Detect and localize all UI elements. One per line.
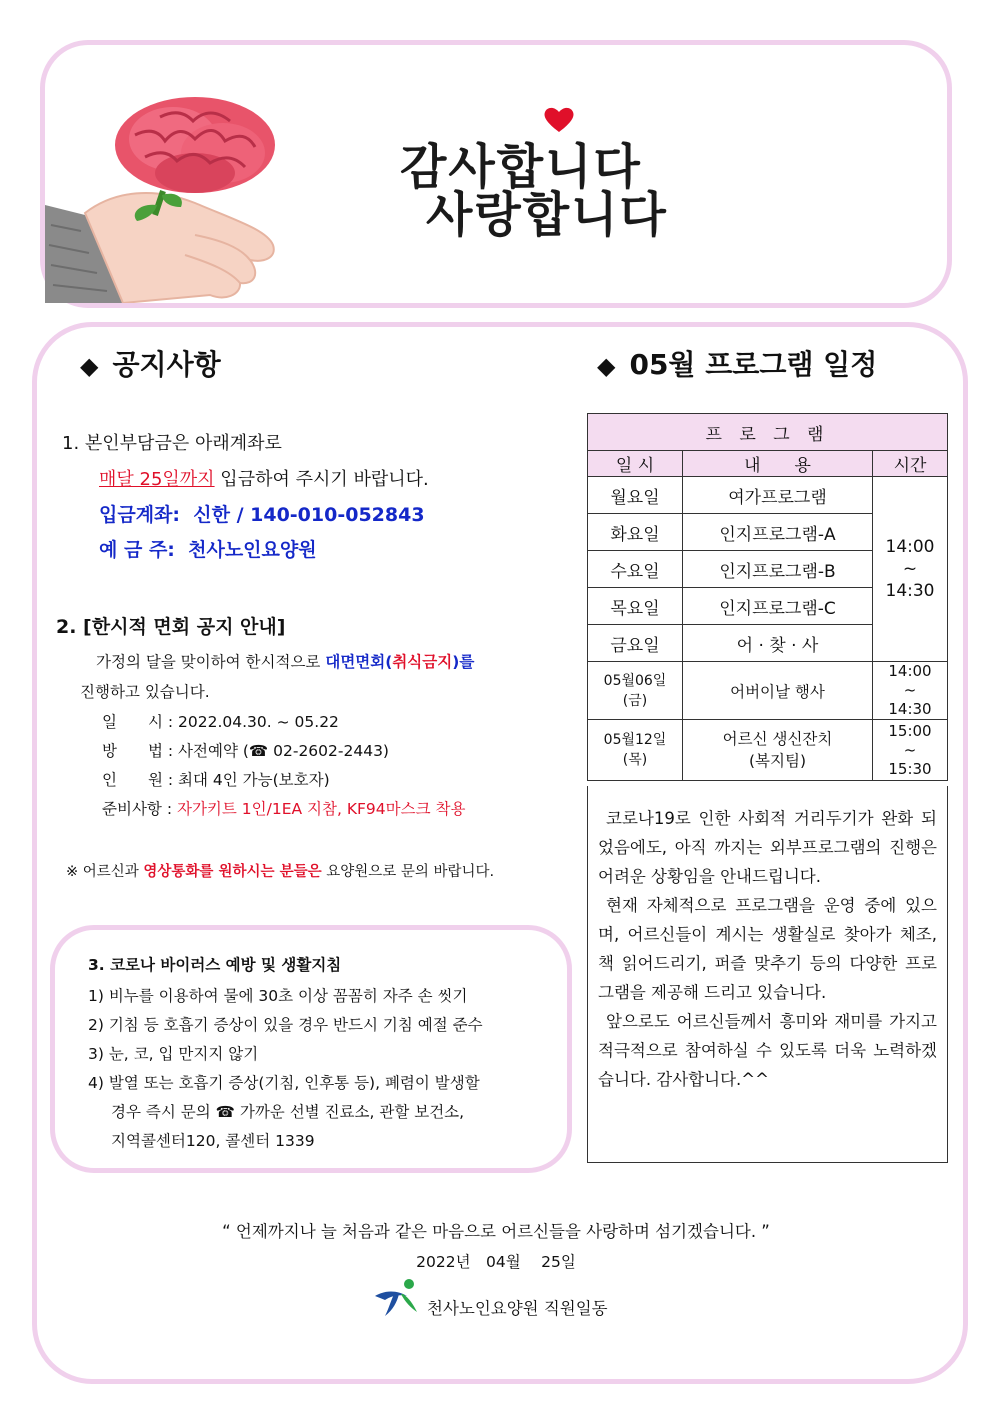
footer-date: 2022년 04월 25일 <box>416 1253 576 1271</box>
col-date: 일 시 <box>588 451 683 477</box>
visit-type: 대면면회( <box>325 653 393 671</box>
table-row <box>588 662 948 720</box>
diamond-bullet-icon: ◆ <box>80 352 99 380</box>
thanks-title: 감사합니다 <box>400 139 642 195</box>
holder-name: 천사노인요양원 <box>188 539 317 561</box>
visit-people: 인 원 : 최대 4인 가능(보호자) <box>102 771 330 789</box>
program-heading <box>597 343 877 383</box>
prep-label: 준비사항 : <box>102 800 177 818</box>
program-message-box <box>587 786 948 1163</box>
time-sep: ~ <box>902 559 918 579</box>
account-label: 입금계좌: <box>99 504 181 526</box>
event-time-cell <box>873 662 948 720</box>
message-paragraph: 앞으로도 어르신들께서 흥미와 재미를 가지고 적극적으로 참여하실 수 있도록 더욱 노력하겠습니다. 감사합니다.^^ <box>598 1012 937 1089</box>
event-date: 05월12일 <box>603 732 667 748</box>
payment-deadline: 매달 25일까지 <box>99 469 215 490</box>
day-cell: 화요일 <box>588 514 683 551</box>
event-time-cell <box>873 720 948 781</box>
content-cell: 인지프로그램-C <box>683 588 873 625</box>
payment-deadline-line <box>99 465 429 491</box>
content-cell: 어 · 찾 · 사 <box>683 625 873 662</box>
footer-quote: “ 언제까지나 늘 처음과 같은 마음으로 어르신들을 사랑하며 섬기겠습니다. ” <box>222 1222 770 1241</box>
account-number: 신한 / 140-010-052843 <box>193 504 425 526</box>
event-date-cell <box>588 720 683 781</box>
time-sep: ~ <box>903 681 917 699</box>
time-start: 15:00 <box>888 721 932 740</box>
event-weekday: (금) <box>622 692 648 709</box>
visit-desc-line1 <box>96 650 474 672</box>
visit-desc-text: 가정의 달을 맞이하여 한시적으로 <box>96 653 326 671</box>
no-eating-note: 취식금지 <box>392 653 453 671</box>
event-date: 05월06일 <box>603 672 667 689</box>
corona-rule: 지역콜센터120, 콜센터 1339 <box>111 1132 315 1150</box>
visit-notice-title: 2. [한시적 면회 공지 안내] <box>56 616 286 638</box>
table-row <box>588 477 948 514</box>
carnation-illustration <box>45 95 285 303</box>
program-schedule-table <box>587 413 948 781</box>
time-sep: ~ <box>903 740 917 759</box>
corona-rule: 3) 눈, 코, 입 만지지 않기 <box>88 1045 259 1063</box>
visit-prep <box>102 797 465 819</box>
table-title: 프 로 그 램 <box>588 414 948 451</box>
program-heading-text: 05월 프로그램 일정 <box>629 348 878 381</box>
day-cell: 수요일 <box>588 551 683 588</box>
message-paragraph: 코로나19로 인한 사회적 거리두기가 완화 되었음에도, 아직 까지는 외부프로그램의 진행은 어려운 상황임을 안내드립니다. <box>598 809 937 886</box>
visit-type-end: )를 <box>452 653 475 671</box>
event-content: 어르신 생신잔치 <box>722 730 833 748</box>
time-end: 14:30 <box>885 581 935 601</box>
corona-rule: 경우 즉시 문의 ☎ 가까운 선별 진료소, 관할 보건소, <box>111 1103 465 1121</box>
love-title: 사랑합니다 <box>426 187 668 243</box>
footer-signature: 천사노인요양원 직원일동 <box>427 1299 608 1318</box>
content-cell: 여가프로그램 <box>683 477 873 514</box>
video-note-highlight: 영상통화를 원하시는 분들은 <box>143 864 322 880</box>
visit-period: 일 시 : 2022.04.30. ~ 05.22 <box>102 713 339 731</box>
corona-rule: 4) 발열 또는 호흡기 증상(기침, 인후통 등), 폐렴이 발생할 <box>88 1074 480 1092</box>
account-line <box>99 500 425 527</box>
event-content-cell <box>683 720 873 781</box>
event-date-cell <box>588 662 683 720</box>
payment-intro: 1. 본인부담금은 아래계좌로 <box>62 433 282 454</box>
holder-line <box>99 535 317 562</box>
day-cell: 목요일 <box>588 588 683 625</box>
video-note-suffix: 요양원으로 문의 바랍니다. <box>321 864 495 880</box>
event-content-sub: (복지팀) <box>748 752 806 770</box>
corona-title: 3. 코로나 바이러스 예방 및 생활지침 <box>88 956 342 974</box>
visit-method: 방 법 : 사전예약 (☎ 02-2602-2443) <box>102 742 389 760</box>
holder-label: 예 금 주: <box>99 539 175 561</box>
notice-heading <box>80 343 221 383</box>
time-end: 14:30 <box>888 700 932 718</box>
content-cell: 인지프로그램-B <box>683 551 873 588</box>
col-time: 시간 <box>873 451 948 477</box>
video-call-note <box>66 860 494 881</box>
event-weekday: (목) <box>622 752 648 768</box>
prep-value: 자가키트 1인/1EA 지참, KF94마스크 착용 <box>176 800 466 818</box>
time-end: 15:30 <box>888 759 932 778</box>
col-content: 내 용 <box>683 451 873 477</box>
organization-logo-icon <box>373 1278 419 1318</box>
table-row <box>588 720 948 781</box>
visit-desc-line2: 진행하고 있습니다. <box>80 683 210 701</box>
payment-instruction: 입금하여 주시기 바랍니다. <box>214 469 429 490</box>
diamond-bullet-icon: ◆ <box>597 352 616 380</box>
corona-rule: 2) 기침 등 호흡기 증상이 있을 경우 반드시 기침 예절 준수 <box>88 1016 483 1034</box>
message-paragraph: 현재 자체적으로 프로그램을 운영 중에 있으며, 어르신들이 계시는 생활실로 찾아가 체조, 책 읽어드리기, 퍼즐 맞추기 등의 다양한 프로그램을 제공해 드리고 있습니다. <box>598 896 937 1002</box>
corona-rule: 1) 비누를 이용하여 물에 30초 이상 꼼꼼히 자주 손 씻기 <box>88 987 468 1005</box>
time-start: 14:00 <box>888 662 932 680</box>
content-cell: 인지프로그램-A <box>683 514 873 551</box>
weekday-time-cell <box>873 477 948 662</box>
time-start: 14:00 <box>885 537 935 557</box>
video-note-prefix: ※ 어르신과 <box>66 864 144 880</box>
notice-heading-text: 공지사항 <box>112 348 221 381</box>
day-cell: 금요일 <box>588 625 683 662</box>
event-content-cell: 어버이날 행사 <box>683 662 873 720</box>
day-cell: 월요일 <box>588 477 683 514</box>
